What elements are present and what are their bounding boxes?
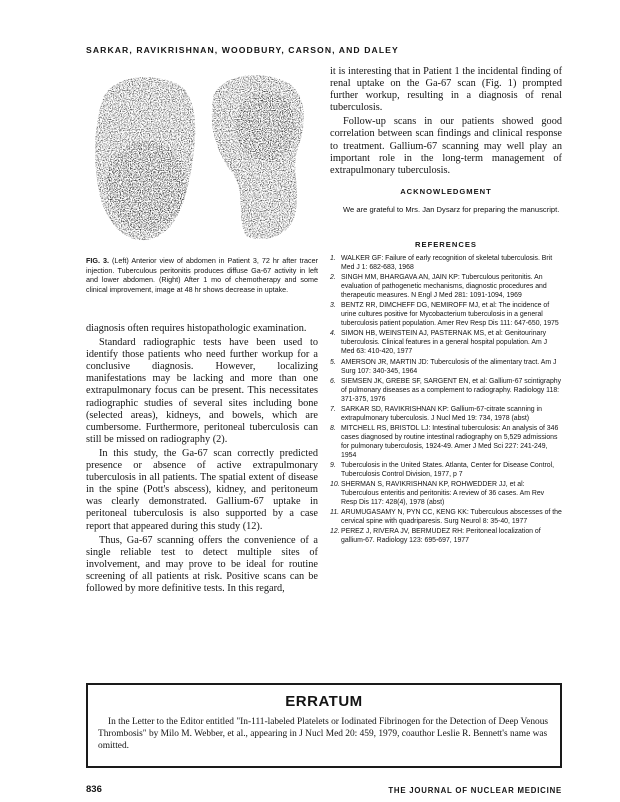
reference-item: [330, 461, 562, 479]
reference-item: [330, 405, 562, 423]
reference-number: 9.: [330, 462, 336, 470]
reference-text: SIEMSEN JK, GREBE SF, SARGENT EN, et al: Gallium-67 scintigraphy of pulmonary diseases as a complement to radiography. Radiology 118: 371-375, 1976: [341, 377, 562, 403]
reference-item: [330, 424, 562, 460]
reference-number: 12.: [330, 528, 340, 536]
page-number: 836: [86, 784, 102, 795]
reference-text: SINGH MM, BHARGAVA AN, JAIN KP: Tuberculous peritonitis. An evaluation of pathogenetic mechanisms, diagnostic procedures and therapeutic measures. N Engl J Med 281: 1091-1094, 1969: [341, 274, 547, 300]
right-column: [330, 66, 562, 179]
reference-item: [330, 358, 562, 376]
reference-list: [330, 254, 562, 546]
reference-number: 2.: [330, 274, 336, 282]
reference-item: [330, 301, 562, 328]
reference-text: WALKER GF: Failure of early recognition of skeletal tuberculosis. Brit Med J 1: 682-683, 1968: [341, 255, 553, 272]
journal-name: THE JOURNAL OF NUCLEAR MEDICINE: [388, 786, 562, 795]
reference-item: [330, 527, 562, 545]
acknowledgment-text: We are grateful to Mrs. Jan Dysarz for preparing the manuscript.: [343, 205, 560, 214]
acknowledgment-heading: ACKNOWLEDGMENT: [400, 187, 492, 196]
body-paragraph: Follow-up scans in our patients showed good correlation between scan findings and clinical response to treatment. Gallium-67 scanning may well play an important role in the long-term management of extrapulmonary tuberculosis.: [330, 116, 562, 176]
reference-item: [330, 329, 562, 356]
body-paragraph: diagnosis often requires histopathologic examination.: [86, 323, 307, 334]
figure-caption-text: (Left) Anterior view of abdomen in Patient 3, 72 hr after tracer injection. Tuberculous peritonitis produces diffuse Ga-67 activity in left and lower abdomen. (Right) After 1 mo of chemotherapy and some clinical improvement, image at 48 hr shows decrease in uptake.: [86, 256, 318, 294]
reference-item: [330, 508, 562, 526]
erratum-box: [86, 683, 562, 768]
reference-text: Tuberculosis in the United States. Atlanta, Center for Disease Control, Tuberculosis Control Division, 1977, p 7: [341, 462, 555, 479]
reference-text: PEREZ J, RIVERA JV, BERMUDEZ RH: Peritoneal localization of gallium-67. Radiology 123: 695-697, 1977: [341, 528, 541, 545]
reference-number: 4.: [330, 330, 336, 338]
reference-number: 11.: [330, 509, 340, 517]
reference-number: 6.: [330, 377, 336, 385]
reference-number: 7.: [330, 405, 336, 413]
figure-caption: [86, 256, 318, 294]
erratum-title: ERRATUM: [285, 693, 363, 710]
reference-number: 5.: [330, 358, 336, 366]
reference-item: [330, 377, 562, 404]
reference-text: BENTZ RR, DIMCHEFF DG, NEMIROFF MJ, et al: The incidence of urine cultures positive for Mycobacterium tuberculosis in a general tuberculosis patient population. Amer Rev Resp Dis 111: 647-650, 1975: [341, 302, 559, 328]
body-paragraph: it is interesting that in Patient 1 the incidental finding of renal uptake on the Ga-67 scan (Fig. 1) prompted further workup, resulting in a diagnosis of renal tuberculosis.: [330, 66, 562, 114]
figure-label: FIG. 3.: [86, 256, 109, 265]
reference-text: SIMON HB, WEINSTEIN AJ, PASTERNAK MS, et al: Genitourinary tuberculosis. Clinical features in a general hospital population. Am J Med 63: 410-420, 1977: [341, 330, 548, 356]
figure-3-scan-images: [86, 66, 316, 246]
reference-text: SHERMAN S, RAVIKRISHNAN KP, ROHWEDDER JJ, et al: Tuberculous enteritis and peritonitis: A review of 36 cases. Am Rev Resp Dis 117: 428(4), 1978 (abst): [341, 481, 545, 507]
erratum-text: In the Letter to the Editor entitled "In-111-labeled Platelets or Iodinated Fibrinogen for the Detection of Deep Venous Thrombosis" by Milo M. Webber, et al., appearing in J Nucl Med 20: 459, 1979, coauthor Leslie R. Bennett's name was omitted.: [98, 717, 549, 751]
reference-item: [330, 273, 562, 300]
reference-text: MITCHELL RS, BRISTOL LJ: Intestinal tuberculosis: An analysis of 346 cases diagnosed by routine intestinal radiography on 5,529 admissions for pulmonary tuberculosis, 1924-49. Amer J Med Sci 227: 241-249, 1954: [341, 424, 559, 459]
reference-number: 10.: [330, 481, 340, 489]
body-paragraph: Standard radiographic tests have been used to identify those patients who need further workup for a conclusive diagnosis. However, localizing manifestations may be lacking and more than one extrapulmonary focus can be present. This necessitates radiographic studies of several sites including bone (selected areas), kidneys, and bowels, which are cumbersome. Furthermore, peritoneal tuberculosis can still be missed on radiography (2).: [86, 337, 318, 445]
reference-text: AMERSON JR, MARTIN JD: Tuberculosis of the alimentary tract. Am J Surg 107: 340-345, 1964: [341, 358, 557, 375]
reference-item: [330, 254, 562, 272]
gallium-scan-image: [86, 66, 316, 246]
running-head: SARKAR, RAVIKRISHNAN, WOODBURY, CARSON, AND DALEY: [86, 45, 399, 55]
reference-text: SARKAR SD, RAVIKRISHNAN KP: Gallium-67-citrate scanning in extrapulmonary tuberculosis. J Nucl Med 19: 734, 1978 (abst): [341, 405, 542, 422]
reference-number: 3.: [330, 302, 336, 310]
body-paragraph: Thus, Ga-67 scanning offers the convenience of a single reliable test to detect multiple sites of involvement, and may prove to be ideal for routine screening of all patients at risk. Positive scans can be followed by more definitive tests. In this regard,: [86, 534, 318, 594]
reference-number: 8.: [330, 424, 336, 432]
left-column: [86, 323, 318, 597]
references-heading: REFERENCES: [415, 240, 477, 249]
reference-text: ARUMUGASAMY N, PYN CC, KENG KK: Tuberculous abscesses of the cervical spine with quadriparesis. Surg Neurol 8: 35-40, 1977: [341, 509, 562, 526]
reference-number: 1.: [330, 255, 336, 262]
body-paragraph: In this study, the Ga-67 scan correctly predicted presence or absence of active extrapulmonary tuberculosis in all patients. The spatial extent of disease in the spine (Pott's abscess), kidney, and peritoneum was clearly demonstrated. Gallium-67 uptake in peritoneal tuberculosis is also supported by a case report that appeared during this study (12).: [86, 447, 318, 532]
reference-item: [330, 480, 562, 507]
